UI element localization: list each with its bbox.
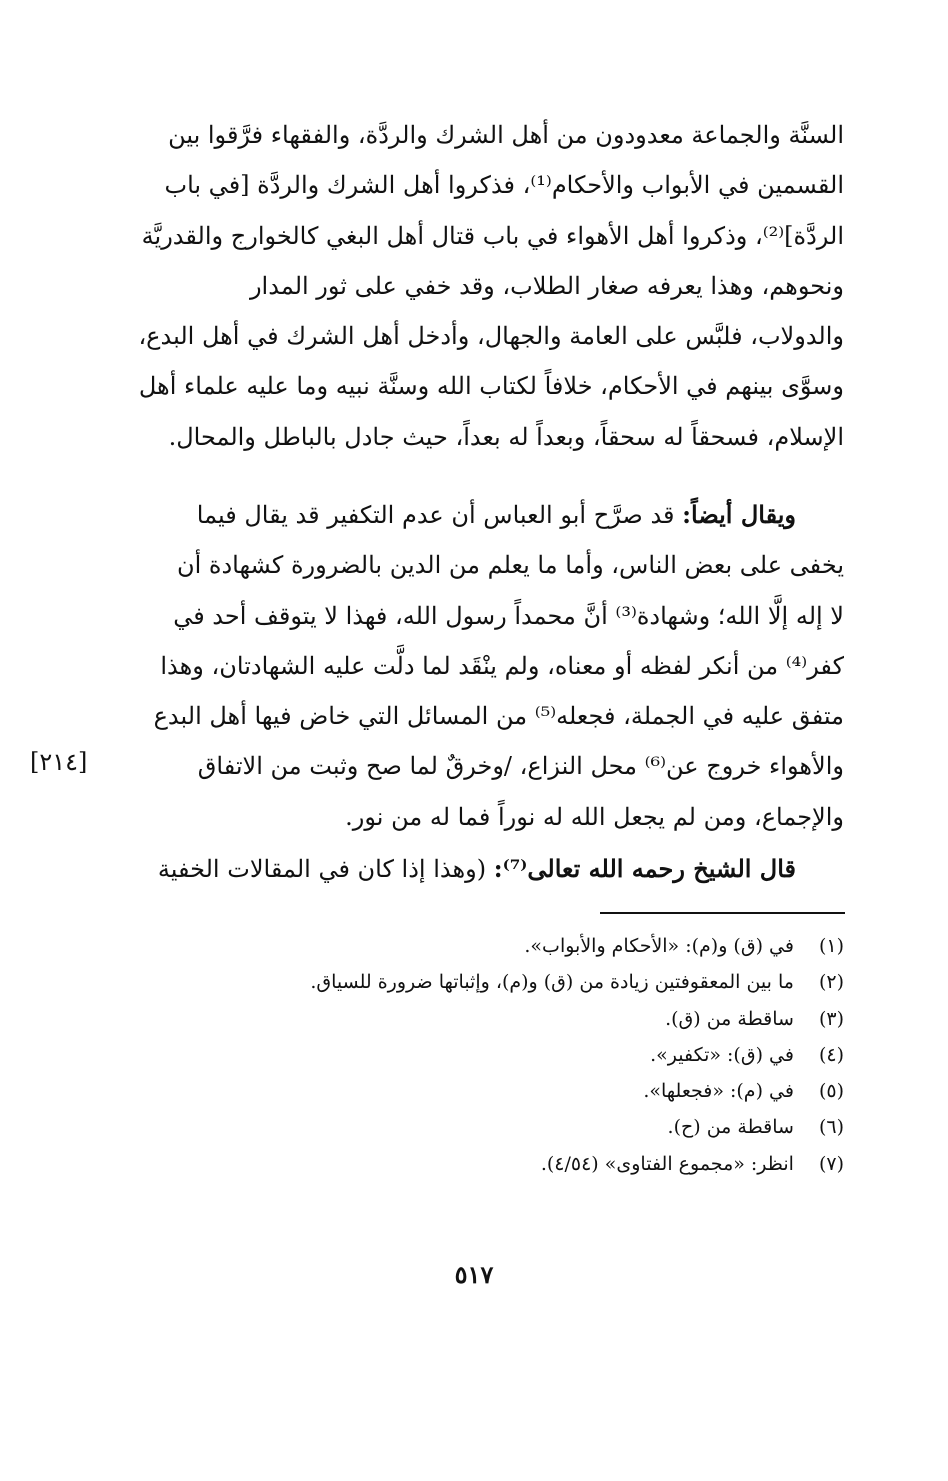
text-line: لا إله إلَّا الله؛ وشهادة⁽³⁾ أنَّ محمداً رسول الله، فهذا لا يتوقف أحد في (173, 601, 844, 630)
text-line: والأهواء خروج عن⁽⁶⁾ محل النزاع، /وخرقٌ لما صح وثبت من الاتفاق (197, 752, 844, 781)
footnotes (300, 928, 844, 1182)
text-line: ونحوهم، وهذا يعرفه صغار الطلاب، وقد خفي على ثور المدار (249, 271, 844, 300)
footnote-text: في (م): «فجعلها». (643, 1080, 794, 1103)
footnote-text: ساقطة من (ح). (667, 1116, 794, 1139)
footnote-number: (٣) (818, 1007, 844, 1030)
paragraph-lead: قال الشيخ رحمه الله تعالى⁽⁷⁾: (493, 854, 796, 883)
text-line: السنَّة والجماعة معدودون من أهل الشرك والردَّة، والفقهاء فرَّقوا بين (168, 121, 844, 149)
footnote (300, 1073, 844, 1109)
footnote-number: (٧) (818, 1152, 844, 1175)
text-line: القسمين في الأبواب والأحكام⁽¹⁾، فذكروا أهل الشرك والردَّة [في باب (164, 171, 844, 200)
text-line: وسوَّى بينهم في الأحكام، خلافاً لكتاب الله وسنَّة نبيه وما عليه علماء أهل (138, 372, 844, 401)
page-number: ٥١٧ (454, 1260, 494, 1289)
text-line: والدولاب، فلبَّس على العامة والجهال، وأدخل أهل الشرك في أهل البدع، (138, 322, 844, 351)
footnote-number: (٦) (818, 1116, 844, 1139)
text-line (112, 844, 844, 894)
footnote-divider (600, 912, 845, 914)
footnote-number: (١) (818, 935, 844, 957)
footnote (300, 928, 844, 964)
footnote (300, 1037, 844, 1073)
text-line: يخفى على بعض الناس، وأما ما يعلم من الدين بالضرورة كشهادة أن (176, 551, 844, 580)
footnote-number: (٤) (818, 1043, 844, 1066)
footnote-number: (٥) (818, 1080, 844, 1103)
paragraph-1 (112, 110, 844, 462)
text-line: والإجماع، ومن لم يجعل الله له نوراً فما له من نور. (345, 802, 844, 831)
text-line (112, 490, 844, 540)
footnote (300, 1146, 844, 1182)
text-line: كفر⁽⁴⁾ من أنكر لفظه أو معناه، ولم ينْقَد لما دلَّت عليه الشهادتان، وهذا (160, 651, 844, 680)
text-line: الإسلام، فسحقاً له سحقاً، وبعداً له بعداً، حيث جادل بالباطل والمحال. (168, 422, 844, 451)
manuscript-page-ref: [٢١٤] (30, 748, 88, 776)
footnote (300, 1001, 844, 1037)
footnote-text: في (ق): «تكفير». (650, 1043, 794, 1066)
text-line: الردَّة]⁽²⁾، وذكروا أهل الأهواء في باب قتال أهل البغي كالخوارج والقدريَّة (141, 221, 844, 250)
paragraph-lead: ويقال أيضاً: (682, 500, 796, 529)
footnote-text: ساقطة من (ق). (665, 1007, 794, 1030)
footnote-text: انظر: «مجموع الفتاوى» (٤/٥٤). (540, 1152, 794, 1175)
paragraph-2 (112, 490, 844, 842)
paragraph-3 (112, 844, 844, 894)
footnote-text: ما بين المعقوفتين زيادة من (ق) و(م)، وإثباتها ضرورة للسياق. (310, 971, 794, 994)
footnote (300, 964, 844, 1000)
footnote-number: (٢) (818, 971, 844, 994)
footnote-text: في (ق) و(م): «الأحكام والأبواب». (524, 935, 794, 957)
text-line: متفق عليه في الجملة، فجعله⁽⁵⁾ من المسائل التي خاض فيها أهل البدع (153, 702, 844, 731)
footnote (300, 1109, 844, 1145)
text-run: (وهذا إذا كان في المقالات الخفية (157, 855, 494, 883)
text-run: قد صرَّح أبو العباس أن عدم التكفير قد يقال فيما (196, 501, 683, 529)
